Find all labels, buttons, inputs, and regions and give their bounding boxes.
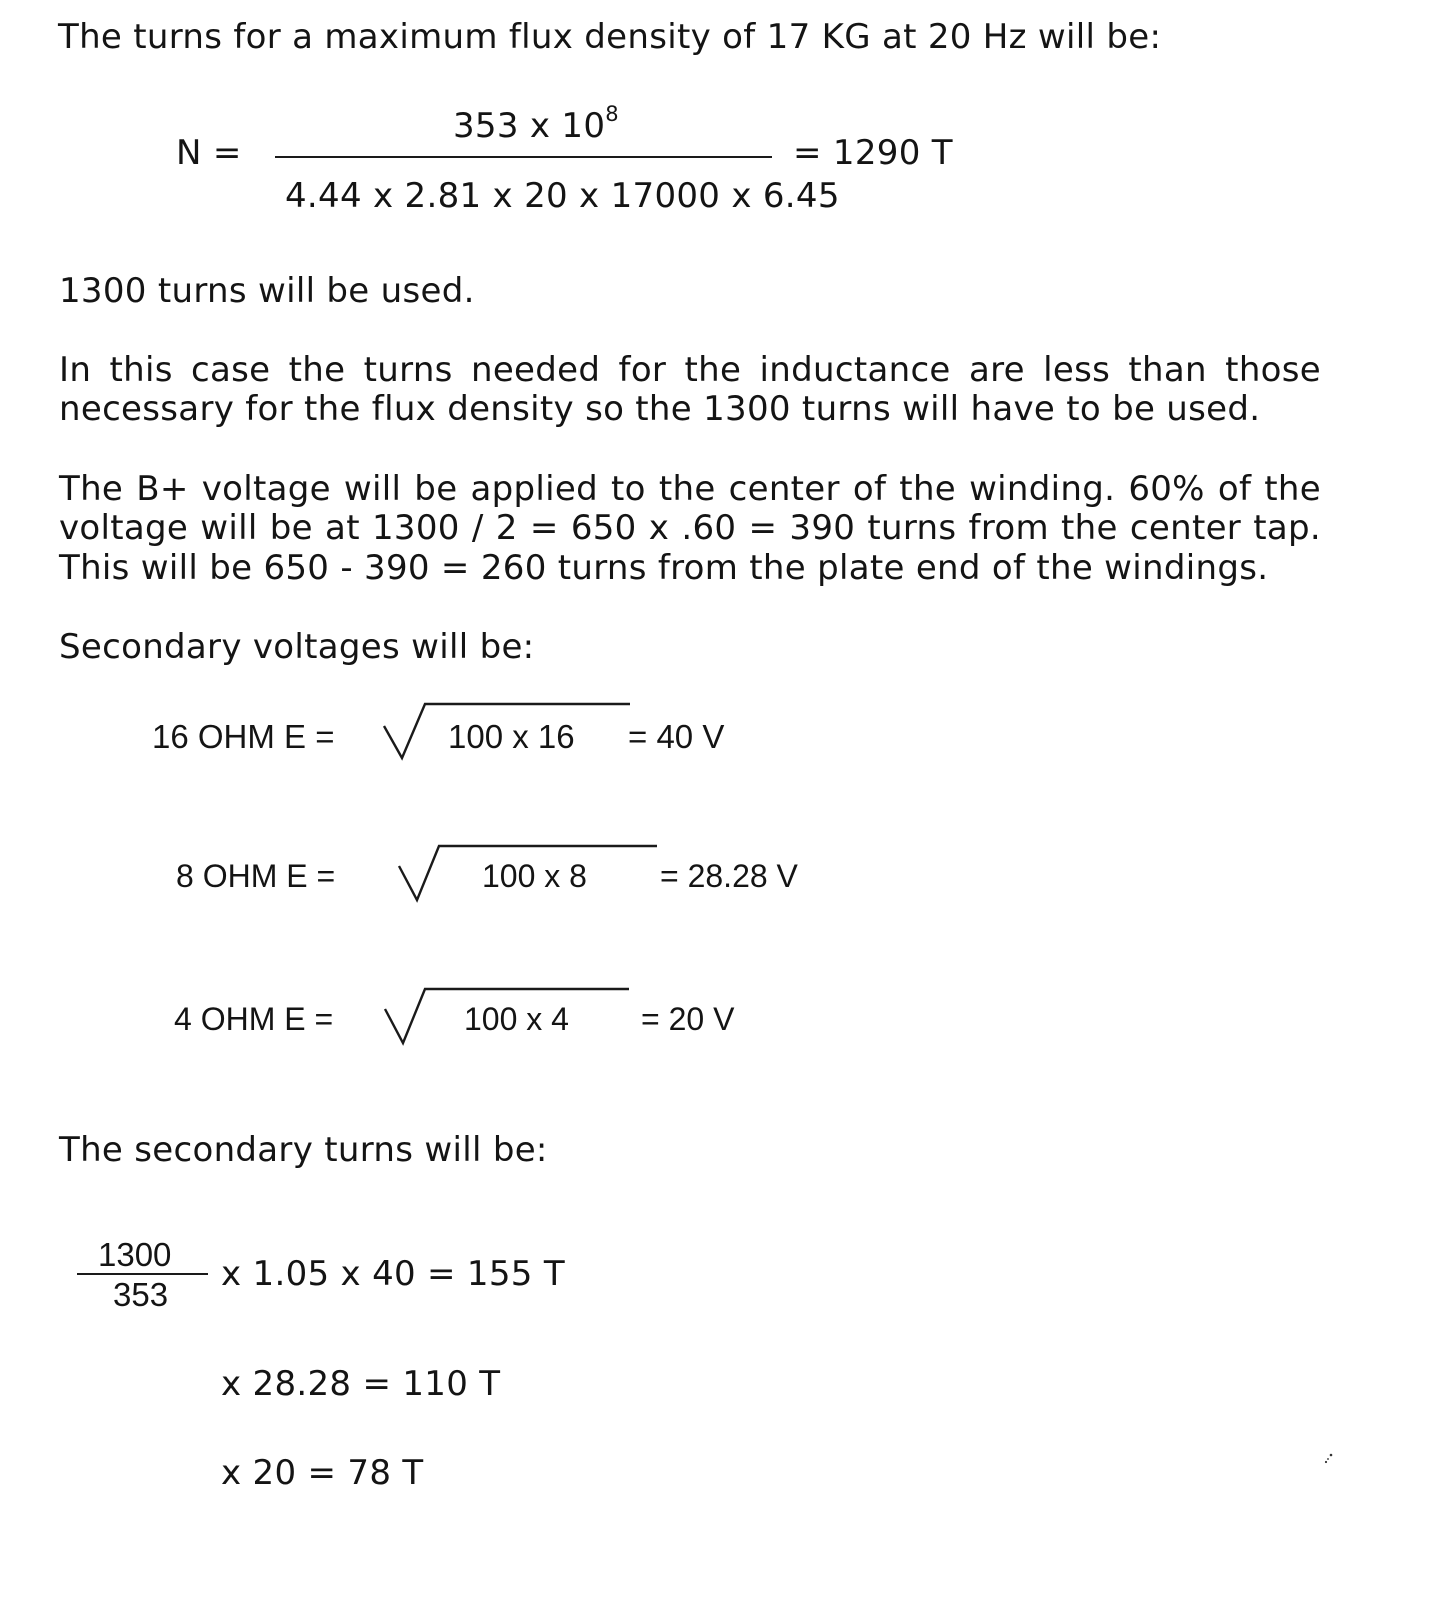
voltage-result: = 40 V <box>628 718 725 755</box>
formula-fraction-bar <box>275 156 772 158</box>
paragraph-line: The B+ voltage will be applied to the center of the winding. 60% of the <box>59 469 1321 509</box>
scan-speck-icon <box>1323 1452 1335 1466</box>
voltage-label: 8 OHM E = <box>176 858 336 894</box>
voltage-label: 16 OHM E = <box>152 718 335 755</box>
secondary-turns-8-ohm: x 28.28 = 110 T <box>221 1364 501 1404</box>
turns-used-text: 1300 turns will be used. <box>59 271 475 311</box>
intro-text: The turns for a maximum flux density of 17 KG at 20 Hz will be: <box>58 17 1162 57</box>
formula-numerator-exponent: 8 <box>605 102 619 126</box>
paragraph-line: necessary for the flux density so the 1300 turns will have to be used. <box>59 389 1261 429</box>
voltage-radicand: 100 x 8 <box>482 858 587 894</box>
secondary-turns-4-ohm: x 20 = 78 T <box>221 1453 424 1493</box>
formula-denominator: 4.44 x 2.81 x 20 x 17000 x 6.45 <box>285 176 840 216</box>
voltage-result: = 28.28 V <box>660 858 798 894</box>
formula-numerator <box>453 102 619 146</box>
paragraph-line: voltage will be at 1300 / 2 = 650 x .60 = 390 turns from the center tap. <box>59 508 1321 548</box>
voltage-label: 4 OHM E = <box>174 1001 334 1037</box>
secondary-turns-heading: The secondary turns will be: <box>59 1130 548 1170</box>
voltage-result: = 20 V <box>641 1001 735 1037</box>
secondary-voltages-heading: Secondary voltages will be: <box>59 627 535 667</box>
ratio-numerator: 1300 <box>98 1236 172 1273</box>
paragraph-line: In this case the turns needed for the inductance are less than those <box>59 350 1321 390</box>
secondary-turns-16-ohm: x 1.05 x 40 = 155 T <box>221 1254 565 1294</box>
voltage-radicand: 100 x 4 <box>464 1001 569 1037</box>
formula-lhs: N = <box>176 133 242 173</box>
ratio-fraction-bar <box>77 1273 208 1275</box>
voltage-radicand: 100 x 16 <box>448 718 575 755</box>
ratio-denominator: 353 <box>113 1276 169 1313</box>
formula-numerator-base: 353 x 10 <box>453 106 606 146</box>
paragraph-line: This will be 650 - 390 = 260 turns from the plate end of the windings. <box>59 548 1269 588</box>
formula-result: = 1290 T <box>793 133 953 173</box>
